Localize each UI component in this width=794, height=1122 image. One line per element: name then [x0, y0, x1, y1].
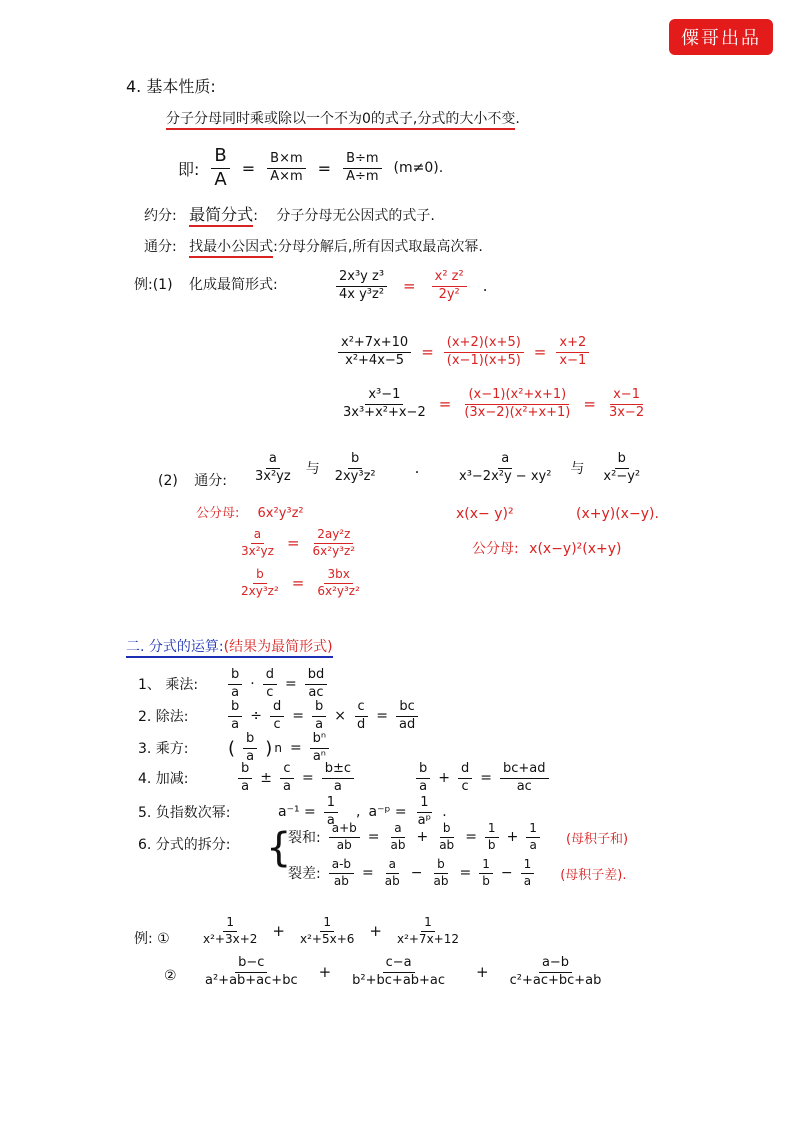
- fraction: [314, 568, 363, 599]
- lcd-right: [472, 538, 622, 558]
- denominator: ab: [390, 837, 406, 852]
- fraction: [228, 668, 242, 701]
- numerator: b: [348, 452, 362, 469]
- numerator: bc: [396, 700, 417, 717]
- denominator: a: [231, 684, 240, 700]
- numerator: b: [253, 568, 267, 584]
- numerator: B×m: [267, 152, 305, 169]
- numerator: 1: [324, 796, 338, 813]
- equals-sign: =: [459, 865, 472, 882]
- denominator: a: [315, 716, 324, 732]
- denominator: a²+ab+ac+bc: [205, 972, 298, 988]
- split-note: (母积子和): [565, 831, 629, 847]
- fraction: [280, 762, 294, 795]
- fraction: [329, 822, 360, 853]
- example-label: (2): [158, 473, 178, 489]
- denominator: c: [266, 684, 274, 700]
- denominator: d: [357, 716, 366, 732]
- fraction: [485, 822, 499, 853]
- colon: :: [253, 208, 258, 224]
- denominator: 2xy³z²: [334, 468, 376, 484]
- right-factor-2: (x+y)(x−y).: [576, 506, 659, 522]
- example1-row3: [340, 388, 647, 421]
- equals-sign: =: [583, 395, 596, 414]
- lcd-left: [196, 502, 304, 521]
- denominator: (x−1)(x+5): [446, 352, 521, 368]
- fraction: [387, 822, 408, 853]
- equals-sign: =: [362, 865, 374, 882]
- numerator: b±c: [322, 762, 354, 779]
- example3-problem2: [202, 956, 604, 989]
- lcd-value: x(x−y)²(x+y): [529, 541, 622, 557]
- period: .: [515, 111, 520, 127]
- expression: a⁻¹ =: [278, 804, 316, 821]
- numerator: b: [238, 762, 252, 779]
- denominator: ab: [433, 873, 449, 888]
- section-note: (结果为最简形式): [224, 639, 333, 658]
- fraction: [238, 762, 252, 795]
- lcd-value: 6x²y³z²: [257, 506, 304, 521]
- fraction: [600, 452, 643, 485]
- denominator: a: [241, 778, 250, 794]
- numerator: 1: [223, 916, 237, 932]
- denominator: ab: [384, 873, 400, 888]
- denominator: 4x y³z²: [339, 286, 385, 302]
- denominator: 6x²y³z²: [312, 543, 356, 558]
- result-fraction: [432, 270, 467, 303]
- numerator: b: [440, 822, 454, 838]
- op-label: 2. 除法:: [138, 709, 189, 726]
- numerator: c: [280, 762, 293, 779]
- fraction: [521, 858, 535, 889]
- equals-sign: =: [291, 574, 305, 593]
- denominator: a: [246, 748, 255, 764]
- lcd-left-step2: [238, 568, 363, 599]
- fraction: [238, 528, 277, 559]
- equals-sign: =: [317, 158, 332, 178]
- split-note: (母积子差).: [560, 867, 627, 883]
- equals-sign: =: [289, 740, 302, 757]
- numerator: c: [355, 700, 368, 717]
- numerator: bd: [305, 668, 328, 685]
- equals-sign: =: [367, 829, 380, 846]
- numerator: b−c: [235, 956, 267, 973]
- numerator: a: [498, 452, 512, 469]
- equals-sign: =: [438, 395, 452, 414]
- numerator: (x+2)(x+5): [444, 336, 524, 353]
- plus-sign: +: [318, 963, 332, 982]
- expression: a⁻ᵖ =: [368, 804, 407, 821]
- numerator: a: [391, 822, 404, 838]
- numerator: x+2: [556, 336, 589, 353]
- equals-sign: =: [241, 158, 256, 178]
- fraction-divide: [343, 152, 381, 185]
- fraction: [200, 916, 260, 947]
- brand-logo: 僳哥出品: [669, 19, 773, 55]
- numerator: a: [266, 452, 280, 469]
- numerator: 1: [526, 822, 540, 838]
- comma: ,: [356, 804, 361, 821]
- split-label: 裂和:: [288, 830, 321, 847]
- factored-fraction: [461, 388, 573, 421]
- equals-sign: =: [480, 770, 492, 787]
- reduce-description: 分子分母无公因式的式子.: [276, 208, 435, 224]
- denominator: a: [419, 778, 428, 794]
- denominator: a: [529, 837, 537, 852]
- denominator: 3x²yz: [241, 543, 274, 558]
- plus-sign: +: [476, 963, 489, 982]
- denominator: ab: [336, 837, 352, 852]
- numerator: 1: [485, 822, 499, 838]
- op-add-subtract: 4. 加减: $\frac{b}{a}$ ± $\frac{c}{a}$ = $\frac{b\pm c}{a}$ $\frac{b}{a}$ + $\frac{d}{c}$ = $\frac{bc+ad}{ac}$: [138, 762, 549, 795]
- numerator: a-b: [329, 858, 354, 874]
- brace: {: [266, 825, 292, 871]
- denominator: A÷m: [346, 168, 379, 184]
- numerator: a+b: [329, 822, 360, 838]
- example3-label: 例: ①: [134, 931, 170, 947]
- fraction: [270, 700, 284, 733]
- denominator: A×m: [270, 168, 303, 184]
- example3-problem1: [200, 916, 462, 947]
- op-multiply: 1、 乘法: $\frac{b}{a}$ · $\frac{d}{c}$ = $\frac{bd}{ac}$: [138, 668, 327, 701]
- result-fraction: [556, 336, 589, 369]
- fraction: [430, 858, 451, 889]
- fraction: [322, 762, 354, 795]
- numerator: a−b: [539, 956, 572, 973]
- section-2-heading: [126, 636, 333, 656]
- numerator: b: [312, 700, 326, 717]
- op-split-label: 6. 分式的拆分:: [138, 837, 231, 853]
- denominator: x²−y²: [603, 468, 641, 484]
- section-4-heading: 4. 基本性质:: [126, 77, 216, 96]
- fraction: [526, 822, 540, 853]
- fraction: [338, 336, 411, 369]
- fraction: [436, 822, 457, 853]
- fraction: [332, 452, 379, 485]
- lcd-label: 公分母:: [472, 541, 519, 557]
- denominator: x³−2x²y − xy²: [459, 468, 552, 484]
- denominator: 2y²: [438, 286, 460, 302]
- op-divide: 2. 除法: $\frac{b}{a}$ ÷ $\frac{d}{c}$ = $\frac{b}{a}$ × $\frac{c}{d}$ = $\frac{bc}{ad}$: [138, 700, 418, 733]
- fraction: [305, 668, 328, 701]
- reduce-label: 约分:: [144, 208, 177, 224]
- denominator: x²+5x+6: [299, 931, 355, 946]
- property-desc-b: ,分式的大小不变: [413, 111, 515, 130]
- property-description: [166, 108, 520, 128]
- numerator: 1: [521, 858, 535, 874]
- common-denominator-line: [144, 236, 483, 256]
- reduce-term: 最简分式: [189, 205, 253, 227]
- common-description: :分母分解后,所有因式取最高次幂.: [273, 239, 483, 255]
- example3-label2: ②: [164, 968, 177, 984]
- op-label: 1、 乘法:: [138, 677, 199, 694]
- denominator: b²+bc+ab+ac: [352, 972, 446, 988]
- numerator: b: [228, 668, 242, 685]
- denominator: 3x−2: [608, 404, 645, 420]
- property-desc-a: 分子分母同时乘或除以一个不为0的式子: [166, 111, 413, 130]
- numerator: B÷m: [343, 152, 381, 169]
- fraction: [479, 858, 493, 889]
- fraction: [507, 956, 605, 989]
- equals-sign: =: [286, 534, 300, 553]
- denominator: x²+3x+2: [203, 931, 258, 946]
- and-word: 与: [570, 461, 585, 478]
- period: .: [442, 804, 447, 821]
- fraction: [252, 452, 294, 485]
- op-label: 5. 负指数次幂:: [138, 805, 231, 822]
- numerator: d: [270, 700, 284, 717]
- op-power: 3. 乘方: ( $\frac{b}{a}$ ) n = $\frac{\text{bⁿ}}{\text{aⁿ}}$: [138, 732, 329, 765]
- exponent: n: [274, 741, 282, 756]
- numerator: x²+7x+10: [338, 336, 411, 353]
- denominator: 3x²yz: [255, 468, 291, 484]
- fraction: [456, 452, 554, 485]
- lcd-label: 公分母:: [196, 506, 240, 521]
- denominator: ab: [333, 873, 349, 888]
- denominator: x−1: [559, 352, 587, 368]
- numerator: b: [615, 452, 629, 469]
- example2-left-problem: [252, 452, 419, 485]
- plus-sign: +: [272, 922, 285, 941]
- numerator: b: [228, 700, 242, 717]
- ji-label: 即:: [178, 159, 200, 179]
- numerator: 1: [417, 796, 431, 813]
- equals-sign: =: [465, 829, 477, 846]
- fraction: [336, 270, 387, 303]
- numerator: x³−1: [365, 388, 403, 405]
- numerator: 1: [320, 916, 334, 932]
- result-fraction: [606, 388, 647, 421]
- numerator: 3bx: [324, 568, 352, 584]
- fraction: [500, 762, 549, 795]
- example2-right-problem: [456, 452, 643, 485]
- numerator: bc+ad: [500, 762, 549, 779]
- reduce-line: [144, 202, 435, 225]
- denominator: ab: [439, 837, 455, 852]
- and-word: 与: [305, 461, 320, 478]
- fraction: [238, 568, 282, 599]
- denominator: A: [214, 168, 227, 190]
- denominator: b: [487, 837, 496, 852]
- fraction: [458, 762, 472, 795]
- fraction: [202, 956, 301, 989]
- numerator: b: [434, 858, 448, 874]
- equals-sign: =: [292, 708, 304, 725]
- equals-sign: =: [376, 708, 388, 725]
- property-formula: [178, 146, 443, 190]
- denominator: (3x−2)(x²+x+1): [464, 404, 571, 420]
- denominator: a: [523, 873, 532, 888]
- numerator: 1: [421, 916, 435, 932]
- numerator: 2ay²z: [314, 528, 353, 544]
- numerator: b: [243, 732, 257, 749]
- split-label: 裂差:: [288, 866, 321, 883]
- example-task: 化成最简形式:: [189, 277, 278, 293]
- period: .: [414, 459, 420, 478]
- numerator: d: [263, 668, 277, 685]
- numerator: c−a: [383, 956, 415, 973]
- denominator: a: [231, 716, 240, 732]
- fraction: [263, 668, 277, 701]
- fraction: [310, 732, 329, 765]
- fraction: [310, 528, 359, 559]
- period: .: [482, 277, 488, 296]
- fraction: [243, 732, 257, 765]
- numerator: bⁿ: [310, 732, 329, 749]
- example1-label: [134, 274, 278, 294]
- equals-sign: =: [301, 770, 314, 787]
- factored-fraction: [444, 336, 524, 369]
- numerator: (x−1)(x²+x+1): [465, 388, 569, 405]
- op-label: 3. 乘方:: [138, 741, 189, 758]
- fraction: [312, 700, 326, 733]
- fraction: [228, 700, 242, 733]
- numerator: 2x³y z³: [336, 270, 387, 287]
- example-task: 通分:: [194, 473, 228, 489]
- example1-row2: [338, 336, 589, 369]
- fraction: [394, 916, 462, 947]
- denominator: x²+4x−5: [345, 352, 405, 368]
- example2-label: [158, 470, 227, 490]
- denominator: c: [273, 716, 281, 732]
- denominator: a: [326, 812, 335, 828]
- numerator: d: [458, 762, 472, 779]
- denominator: aᵖ: [417, 812, 432, 828]
- equals-sign: =: [421, 343, 434, 362]
- lcd-left-step1: [238, 528, 358, 559]
- numerator: x² z²: [432, 270, 467, 287]
- denominator: c²+ac+bc+ab: [509, 972, 602, 988]
- split-sum: 裂和: $\frac{a+b}{ab}$ = $\frac{a}{ab}$ + $\frac{b}{ab}$ = $\frac{1}{b}$ + $\frac{1}{a}$ (母积子和): [288, 821, 629, 852]
- example1-row1: [336, 270, 487, 303]
- denominator: 6x²y³z²: [317, 583, 360, 598]
- equals-sign: =: [284, 676, 297, 693]
- common-term: 找最小公因式: [189, 239, 273, 258]
- common-label: 通分:: [144, 239, 177, 255]
- denominator: ac: [516, 778, 532, 794]
- equals-sign: =: [403, 277, 416, 296]
- denominator: x²+7x+12: [396, 931, 459, 946]
- numerator: 1: [479, 858, 493, 874]
- fraction: [382, 858, 403, 889]
- numerator: B: [211, 146, 229, 169]
- equals-sign: =: [533, 343, 547, 362]
- numerator: a: [251, 528, 264, 544]
- fraction-multiply: [267, 152, 305, 185]
- denominator: a: [283, 778, 291, 794]
- denominator: ac: [308, 684, 324, 700]
- fraction: [416, 762, 430, 795]
- fraction: [396, 700, 418, 733]
- section-title: 二. 分式的运算:: [126, 639, 224, 658]
- plus-minus: ±: [260, 770, 272, 787]
- denominator: a: [333, 778, 342, 794]
- fraction: [329, 858, 354, 889]
- denominator: ad: [399, 716, 416, 732]
- fraction-b-over-a: [211, 146, 229, 190]
- numerator: a: [386, 858, 399, 874]
- fraction: [354, 700, 368, 733]
- op-label: 4. 加减:: [138, 771, 189, 788]
- right-factor-1: x(x− y)²: [456, 506, 514, 522]
- example-label: 例:(1): [134, 277, 173, 293]
- denominator: b: [482, 873, 490, 888]
- split-difference: 裂差: $\frac{a-b}{ab}$ = $\frac{a}{ab}$ − $\frac{b}{ab}$ = $\frac{1}{b}$ − $\frac{1}{a}$ (母积子差).: [288, 857, 627, 888]
- fraction: [349, 956, 448, 989]
- plus-sign: +: [369, 922, 382, 941]
- fraction: [297, 916, 357, 947]
- fraction: [340, 388, 429, 421]
- denominator: 2xy³z²: [241, 583, 279, 598]
- denominator: 3x³+x²+x−2: [343, 404, 426, 420]
- numerator: x−1: [610, 388, 643, 405]
- condition: (m≠0).: [393, 160, 444, 177]
- denominator: c: [461, 778, 469, 794]
- numerator: b: [416, 762, 430, 779]
- denominator: aⁿ: [312, 748, 326, 764]
